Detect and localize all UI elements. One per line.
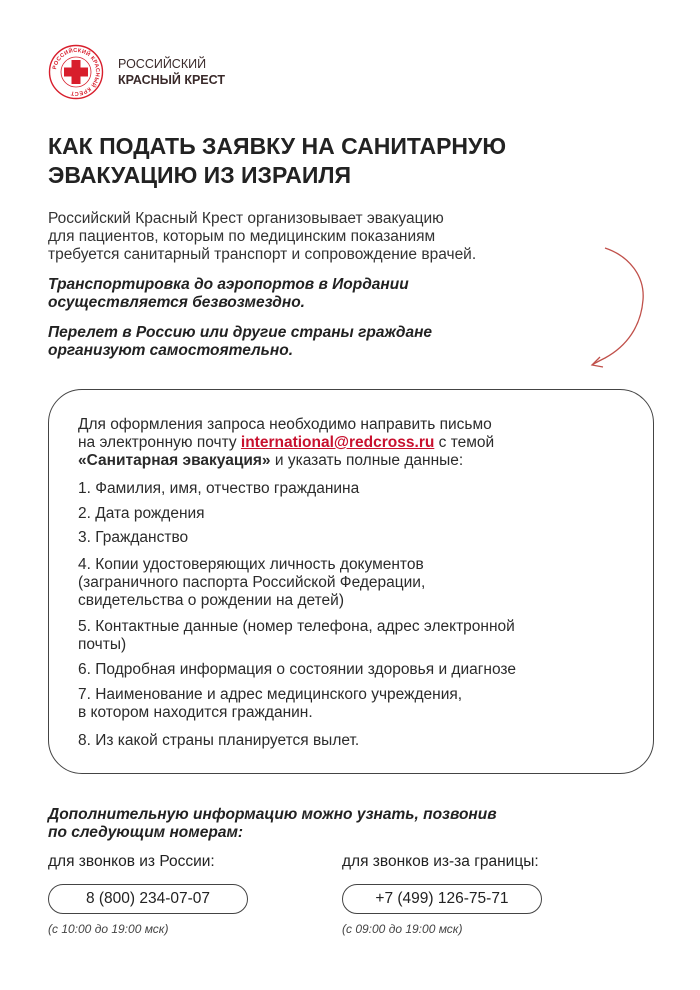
list-item: 3. Гражданство bbox=[78, 529, 189, 546]
contacts-intro-line1: Дополнительную информацию можно узнать, позвонив bbox=[48, 806, 497, 823]
logo-ring-text: РОССИЙСКИЙ КРАСНЫЙ КРЕСТ bbox=[52, 47, 101, 97]
title-line1: КАК ПОДАТЬ ЗАЯВКУ НА САНИТАРНУЮ bbox=[48, 133, 507, 159]
org-name-line2: КРАСНЫЙ КРЕСТ bbox=[118, 73, 225, 87]
abroad-hours: (с 09:00 до 19:00 мск) bbox=[342, 922, 463, 936]
org-name-line1: РОССИЙСКИЙ bbox=[118, 57, 207, 71]
red-cross-logo bbox=[48, 44, 104, 100]
russia-calls-label: для звонков из России: bbox=[48, 853, 215, 870]
contacts-intro bbox=[48, 806, 608, 842]
intro-line2: для пациентов, которым по медицинским показаниям bbox=[48, 228, 436, 245]
email-link[interactable]: international@redcross.ru bbox=[240, 434, 435, 451]
russia-phone-button[interactable]: 8 (800) 234-07-07 bbox=[48, 884, 248, 914]
list-item: 4. Копии удостоверяющих личность документов (заграничного паспорта Российской Федерации, свидетельства о рождении на детей) bbox=[78, 556, 426, 609]
request-line3-suffix: и указать полные данные: bbox=[270, 452, 464, 469]
russia-hours: (с 10:00 до 19:00 мск) bbox=[48, 922, 169, 936]
flight-note bbox=[48, 324, 518, 360]
title-line2: ЭВАКУАЦИЮ ИЗ ИЗРАИЛЯ bbox=[48, 162, 352, 188]
transport-note-line1: Транспортировка до аэропортов в Иордании bbox=[48, 276, 409, 293]
request-line1: Для оформления запроса необходимо направить письмо bbox=[78, 416, 492, 433]
list-item: 6. Подробная информация о состоянии здоровья и диагнозе bbox=[78, 661, 516, 678]
intro-line1: Российский Красный Крест организовывает эвакуацию bbox=[48, 210, 444, 227]
list-item: 8. Из какой страны планируется вылет. bbox=[78, 732, 360, 749]
curved-arrow-icon bbox=[565, 246, 650, 376]
request-line2-suffix: с темой bbox=[434, 434, 495, 451]
page-title bbox=[48, 132, 648, 190]
flight-note-line2: организуют самостоятельно. bbox=[48, 342, 294, 359]
intro-line3: требуется санитарный транспорт и сопровождение врачей. bbox=[48, 246, 477, 263]
list-item: 1. Фамилия, имя, отчество гражданина bbox=[78, 480, 360, 497]
organization-name bbox=[118, 56, 225, 88]
flight-note-line1: Перелет в Россию или другие страны граждане bbox=[48, 324, 433, 341]
list-item: 2. Дата рождения bbox=[78, 505, 205, 522]
request-line2-prefix: на электронную почту bbox=[78, 434, 241, 451]
list-item: 7. Наименование и адрес медицинского учреждения, в котором находится гражданин. bbox=[78, 686, 463, 721]
abroad-calls-label: для звонков из-за границы: bbox=[342, 853, 539, 870]
list-item: 5. Контактные данные (номер телефона, адрес электронной почты) bbox=[78, 618, 515, 653]
email-subject: «Санитарная эвакуация» bbox=[78, 452, 271, 469]
intro-paragraph bbox=[48, 210, 608, 264]
transport-note bbox=[48, 276, 518, 312]
contacts-intro-line2: по следующим номерам: bbox=[48, 824, 244, 841]
abroad-phone-button[interactable]: +7 (499) 126-75-71 bbox=[342, 884, 542, 914]
transport-note-line2: осуществляется безвозмездно. bbox=[48, 294, 305, 311]
